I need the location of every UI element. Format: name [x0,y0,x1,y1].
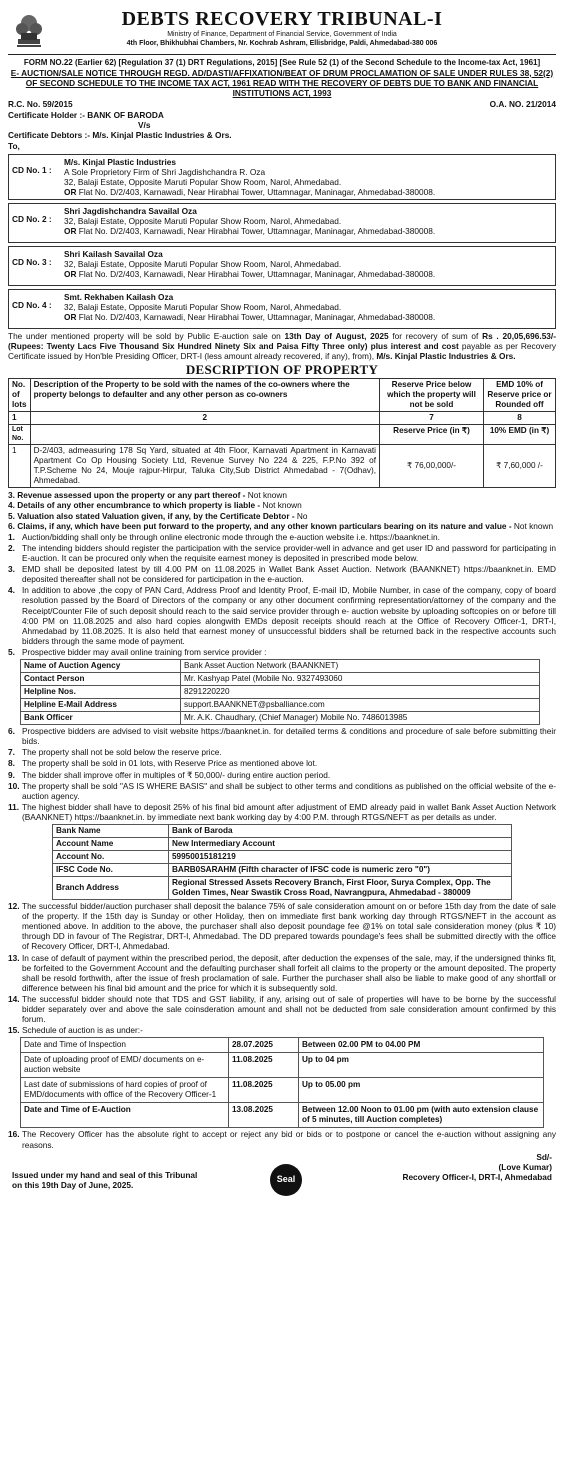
table-row [21,660,540,673]
row-value: 59950015181219 [169,851,512,864]
table-row [53,825,512,838]
debtor-box [8,289,556,329]
col-description: Description of the Property to be sold with the names of the co-owners where the property belongs to defaulter and any other person as co-owners [30,379,379,412]
debtor-details [64,157,552,197]
property-table [8,378,556,488]
national-emblem-icon [12,9,46,49]
row-key: Bank Officer [21,712,181,725]
item-text: Prospective bidder may avail online training from service provider : [22,646,267,657]
item-number: 16. [8,1129,20,1140]
debtor-address-1: 32, Balaji Estate, Opposite Maruti Popular Show Room, Narol, Ahmedabad. [64,259,342,270]
item-number: 13. [8,952,20,963]
address-text: Flat No. D/2/403, Karnawadi, Near Hirabhai Tower, Uttamnagar, Maninagar, Ahmedabad-380008. [78,226,436,237]
oa-number: O.A. NO. 21/2014 [489,99,556,110]
or-label: OR [64,312,77,323]
debtor-name: M/s. Kinjal Plastic Industries [64,156,177,167]
point-label: 3. Revenue assessed upon the property or any part thereof - [8,490,246,501]
table-row [21,1103,544,1128]
debtor-address-2 [64,226,552,236]
debtor-line-1: A Sole Proprietory Firm of Shri Jagdishchandra R. Oza [64,166,266,177]
list-item [8,564,556,584]
item-number: 2. [8,542,15,553]
address-text: Flat No. D/2/403, Karnawadi, Near Hirabhai Tower, Uttamnagar, Maninagar, Ahmedabad-380008. [78,312,436,323]
schedule-date: 28.07.2025 [229,1038,299,1053]
certificate-debtors: Certificate Debtors :- M/s. Kinjal Plastic Industries & Ors. [8,130,232,141]
item-text: In case of default of payment within the prescribed period, the deposit, after deduction the expenses of the sale, may, if the undersigned thinks fit, be forfeited to the Government Account and the defaulting purchaser shall forfeit all claims to the property or the amount deposited. The property shall be resold forthwith, after the issue of fresh proclamation of sale. Further the purchaser shall also be liable to make good of any shortfall or difference between his final bid amount and the price for which it is subsequently sold. [22,952,556,993]
item-text: Auction/bidding shall only be through online electronic mode through the e-auction website i.e. https://baanknet.in. [22,531,440,542]
row-value: Mr. Kashyap Patel (Mobile No. 9327493060 [181,673,540,686]
intro-text-2: for recovery of sum of [388,331,483,342]
table-row [53,864,512,877]
list-item [8,647,556,657]
table-row [53,851,512,864]
row-key: Account Name [53,838,169,851]
item-text: The successful bidder/auction purchaser shall deposit the balance 75% of sale consideration amount on or before 15th day from the date of sale of the property. If the 15th day is Sunday or other Holiday, then on immediate first bank working day through RTGS/NEFT in the account as mentioned above. In addition to the above, the purchaser shall also deposit poundage fee @1% on total sale consideration money (plus ₹ 10) through DD in favour of The Registrar, DRT-I, Ahmedabad. The DD prepared towards poundage's fees shall be submitted directly with the office of Recovery Officer, DRT-I, Ahmedabad. [22,901,556,952]
item-number: 11. [8,801,20,812]
item-text: The intending bidders should register the participation with the service provider-well in advance and get user ID and password for participating in E-auction. It can be procured only when the requisite earnest money is deposited in prescribed mode below. [22,542,556,563]
blank-cell [30,425,379,445]
item-text: EMD shall be deposited latest by till 4.00 PM on 11.08.2025 in Wallet Bank Asset Auction. Network (BAANKNET) https://baanknet.in. EMD deposited thereafter shall not be considered for participation in the e-auction. [22,564,556,585]
seal-stamp: Seal [270,1164,302,1196]
item-text: The Recovery Officer has the absolute right to accept or reject any bid or bids or to postpone or cancel the e-auction without assigning any reasons. [22,1129,556,1150]
col-num-1: 1 [9,412,31,425]
item-number: 12. [8,901,20,912]
table-row [21,673,540,686]
row-value: Mr. A.K. Chaudhary, (Chief Manager) Mobile No. 7486013985 [181,712,540,725]
item-number: 5. [8,646,15,657]
list-item [8,726,556,746]
item-number: 7. [8,747,15,758]
versus: V/s [138,120,151,131]
row-key: IFSC Code No. [53,864,169,877]
point-value: No [294,510,308,521]
row-key: Bank Name [53,825,169,838]
item-text: The property shall be sold "AS IS WHERE BASIS" and shall be subject to other terms and conditions as published on the official website of the e-auction agency. [22,780,556,801]
item-number: 15. [8,1025,20,1036]
debtor-address-2 [64,312,552,322]
schedule-time: Up to 04 pm [299,1053,544,1078]
col-lots: No. of lots [9,379,31,412]
signature-sd: Sd/- [536,1151,552,1162]
officer-name: (Love Kumar) [498,1161,552,1172]
point-value: Not known [511,520,554,531]
term-16 [8,1129,556,1149]
list-item [8,758,556,768]
item-text: The highest bidder shall have to deposit 25% of his final bid amount after adjustment of EMD already paid in wallet Bank Asset Auction Network (BAANKNET) https://baanknet.in. by immediate next bank working day by 4:00 P.M. through RTGS/NEFT as per details as under. [22,801,556,822]
recovery-amount: Rs . 20,05,696.53/- (Rupees: Twenty Lacs Five Thousand Six Hundred Ninety Six and Paisa Fifty Three only) plus interest and cost [8,331,556,352]
schedule-time: Between 02.00 PM to 04.00 PM [299,1038,544,1053]
item-number: 3. [8,564,15,575]
reserve-price: ₹ 76,00,000/- [380,445,484,488]
debtor-number: CD No. 2 : [12,214,52,225]
schedule-activity: Last date of submissions of hard copies of proof of EMD/documents with office of the Recovery Officer-1 [21,1078,229,1103]
table-row [21,1078,544,1103]
col-emd: EMD 10% of Reserve price or Rounded off [484,379,556,412]
reserve-price-label: Reserve Price (in ₹) [380,425,484,445]
col-num-7: 7 [380,412,484,425]
notice-title: E- AUCTION/SALE NOTICE THROUGH REGD. AD/DASTI/AFFIXATION/BEAT OF DRUM PROCLAMATION OF SALE UNDER RULES 38, 52(2) OF SECOND SCHEDULE TO THE INCOME TAX ACT, 1961 READ WITH THE RECOVERY OF DEBTS DUE TO BANK AND FINANCIAL INSTITUTIONS ACT, 1993 [10,67,554,98]
issued-line-2: on this 19th Day of June, 2025. [12,1179,134,1190]
table-row [53,877,512,900]
debtor-name: Smt. Rekhaben Kailash Oza [64,292,174,303]
list-item [8,532,556,542]
debtor-address-2 [64,269,552,279]
intro-paragraph [8,331,556,361]
schedule-date: 11.08.2025 [229,1053,299,1078]
col-reserve: Reserve Price below which the property will not be sold [380,379,484,412]
row-value: 8291220220 [181,686,540,699]
contact-table [20,659,540,725]
property-point [8,490,556,500]
address-line: 4th Floor, Bhikhubhai Chambers, Nr. Kochrab Ashram, Ellisbridge, Paldi, Ahmedabad-380 006 [126,39,438,47]
row-value: support.BAANKNET@psballiance.com [181,699,540,712]
schedule-time: Up to 05.00 pm [299,1078,544,1103]
row-key: Account No. [53,851,169,864]
row-key: Helpline Nos. [21,686,181,699]
item-text: Prospective bidders are advised to visit website https://baanknet.in. for detailed terms & conditions and procedure of sale before submitting their bids. [22,726,556,747]
emd-label: 10% EMD (in ₹) [484,425,556,445]
list-item [8,994,556,1024]
item-number: 10. [8,780,20,791]
debtor-box [8,246,556,286]
ministry-line: Ministry of Finance, Department of Financial Service, Government of India [167,31,397,39]
list-item [8,901,556,952]
table-row [21,699,540,712]
item-text: The property shall not be sold below the reserve price. [22,747,222,758]
property-point [8,521,556,531]
debtor-number: CD No. 3 : [12,257,52,268]
debtor-name: Shri Kailash Savailal Oza [64,249,163,260]
table-row [21,1053,544,1078]
debtor-name: Shri Jagdishchandra Savailal Oza [64,206,197,217]
debtor-box [8,154,556,200]
debtor-details [64,249,552,283]
schedule-table [20,1037,544,1128]
table-row [53,838,512,851]
item-number: 14. [8,994,20,1005]
footer [8,1152,556,1196]
col-num-8: 8 [484,412,556,425]
list-item [8,802,556,822]
row-key: Branch Address [53,877,169,900]
debtor-details [64,292,552,326]
form-number: FORM NO.22 (Earlier 62) [Regulation 37 (1) DRT Regulations, 2015] [See Rule 52 (1) of the Second Schedule to the Income-tax Act, 1961] [23,58,541,67]
row-key: Contact Person [21,673,181,686]
address-text: Flat No. D/2/403, Karnawadi, Near Hirabhai Tower, Uttamnagar, Maninagar, Ahmedabad-380008. [78,186,436,197]
table-row [21,686,540,699]
item-number: 8. [8,758,15,769]
row-key: Helpline E-Mail Address [21,699,181,712]
intro-debtor: M/s. Kinjal Plastic Industries & Ors. [376,351,516,362]
property-description: D-2/403, admeasuring 178 Sq Yard, situated at 4th Floor, Karnavati Apartment in Karnavati Apartment Co Op Housing Society Ltd, Revenue Survey No 224 & 225, F.P.No 392 of T.P.Scheme No 24, Mouje rajpur-Hirpur, Taluka City,Sub District Ahmedabad - 7(Odhav), Ahmedabad. [30,445,379,488]
officer-title: Recovery Officer-I, DRT-I, Ahmedabad [402,1171,552,1182]
item-text: The bidder shall improve offer in multiples of ₹ 50,000/- during entire auction period. [22,769,331,780]
col-num-2: 2 [30,412,379,425]
property-point [8,511,556,521]
list-item [8,543,556,563]
list-item [8,781,556,801]
item-number: 4. [8,585,15,596]
auction-date: 13th Day of August, 2025 [284,331,389,342]
point-label: 4. Details of any other encumbrance to which property is liable - [8,500,261,511]
issued-block [12,1170,197,1190]
point-label: 5. Valuation also stated Valuation given, if any, by the Certificate Debtor - [8,510,295,521]
debtor-address-1: 32, Balaji Estate, Opposite Maruti Popular Show Room, Narol, Ahmedabad. [64,176,342,187]
debtor-details [64,206,552,240]
table-row [21,1038,544,1053]
debtor-address-2 [64,187,552,197]
point-value: Not known [245,490,287,501]
intro-text-3: payable as per Recovery Certificate issued by Hon'ble Presiding Officer, DRT-I (less amount already recovered, if any), from), [8,341,556,362]
list-item [8,747,556,757]
list-item [8,1025,556,1035]
table-row [21,712,540,725]
debtor-address-1: 32, Balaji Estate, Opposite Maruti Popular Show Room, Narol, Ahmedabad. [64,216,342,227]
item-text: Schedule of auction is as under:- [22,1025,143,1036]
debtor-number: CD No. 4 : [12,300,52,311]
property-points [8,490,556,530]
lot-number: 1 [9,445,31,488]
schedule-date: 13.08.2025 [229,1103,299,1128]
list-item [8,585,556,646]
case-numbers [8,99,556,109]
tribunal-title: DEBTS RECOVERY TRIBUNAL-I [121,8,443,30]
bank-table [52,824,512,900]
debtor-address-1: 32, Balaji Estate, Opposite Maruti Popular Show Room, Narol, Ahmedabad. [64,302,342,313]
row-value: Bank Asset Auction Network (BAANKNET) [181,660,540,673]
debtor-list [8,154,556,329]
item-text: In addition to above ,the copy of PAN Card, Address Proof and Identity Proof, E-mail ID, Mobile Number, in case of the company, copy of board resolution passed by the Board of Directors of the company or any other document confirming representation/attorney of the company and the Receipt/Counter File of such deposit should reach to the said service provider through e- auction website by uploading softcopies on or before till 4:00 PM on 11.08.2025 and also hard copies alongwith EMDs deposit receipts should reach at the Office of Recovery Officer-1, DRT-I, Ahmedabad by 11.08.2025. It is also held that earnest money of unsuccessful bidders shall be returned back in the respective accounts such bidders through the same mode of payment. [22,585,556,646]
row-value: Regional Stressed Assets Recovery Branch, First Floor, Surya Complex, Opp. The Golden Times, Near Swastik Cross Road, Navrangpura, Ahmedabad - 380009 [169,877,512,900]
or-label: OR [64,226,77,237]
item-number: 1. [8,531,15,542]
signature-block [402,1152,552,1182]
row-value: Bank of Baroda [169,825,512,838]
item-text: The successful bidder should note that TDS and GST liability, if any, arising out of sale of properties will have to be borne by the successful bidder separately over and above the sale coinsderation amount and shall not be deducted from sale consideration amount confirmed by this forum. [22,994,556,1025]
schedule-activity: Date of uploading proof of EMD/ documents on e-auction website [21,1053,229,1078]
debtor-number: CD No. 1 : [12,164,52,175]
intro-text-1: The under mentioned property will be sold by Public E-auction sale on [8,331,285,342]
row-value: BARB0SARAHM (Fifth character of IFSC code is numeric zero "0") [169,864,512,877]
terms-list-c [8,901,556,1035]
description-title: DESCRIPTION OF PROPERTY [185,362,379,378]
list-item [8,953,556,993]
or-label: OR [64,269,77,280]
item-text: The property shall be sold in 01 lots, with Reserve Price as mentioned above lot. [22,758,318,769]
point-label: 6. Claims, if any, which have been put forward to the property, and any other known particulars bearing on its nature and value - [8,520,512,531]
certificate-holder: Certificate Holder :- BANK OF BARODA [8,110,164,121]
address-text: Flat No. D/2/403, Karnawadi, Near Hirabhai Tower, Uttamnagar, Maninagar, Ahmedabad-380008. [78,269,436,280]
to-line: To, [8,140,20,151]
emd-amount: ₹ 7,60,000 /- [484,445,556,488]
item-number: 9. [8,769,15,780]
schedule-activity: Date and Time of E-Auction [21,1103,229,1128]
schedule-activity: Date and Time of Inspection [21,1038,229,1053]
row-value: New Intermediary Account [169,838,512,851]
property-point [8,500,556,510]
or-label: OR [64,186,77,197]
table-row [9,445,556,488]
point-value: Not known [260,500,302,511]
row-key: Name of Auction Agency [21,660,181,673]
rc-number: R.C. No. 59/2015 [8,99,73,110]
debtor-box [8,203,556,243]
lot-label: Lot No. [9,425,31,445]
terms-list-a [8,532,556,657]
item-number: 6. [8,726,15,737]
issued-line-1: Issued under my hand and seal of this Tribunal [12,1169,198,1180]
schedule-time: Between 12.00 Noon to 01.00 pm (with auto extension clause of 5 minutes, till Auction completes) [299,1103,544,1128]
list-item [8,770,556,780]
terms-list-b [8,726,556,822]
header [8,3,556,55]
schedule-date: 11.08.2025 [229,1078,299,1103]
